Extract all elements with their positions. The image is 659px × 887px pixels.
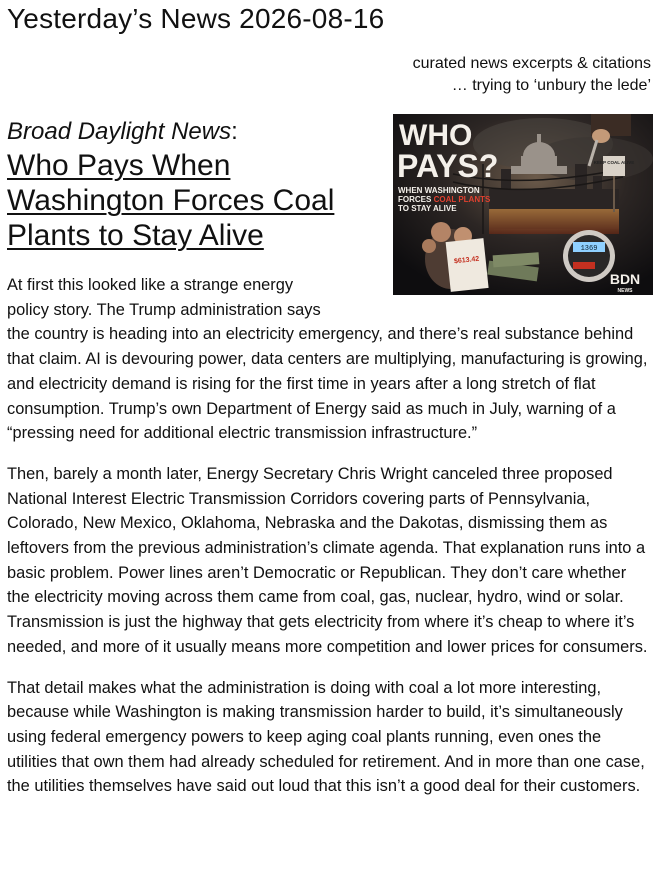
article-headline-link[interactable]: Who Pays When Washington Forces Coal Plants to Stay Alive: [7, 149, 335, 252]
article-paragraph-3: That detail makes what the administration is doing with coal a lot more interesting, because while Washington is making transmission harder to build, it’s simultaneously using federal emergency powers to keep aging coal plants running, even ones the utilities that own them had already scheduled for retirement. And in more than one case, the utilities themselves have said out loud that this isn’t a good deal for their customers.: [7, 678, 645, 796]
article-paragraph-1: At first this looked like a strange energy policy story. The Trump administration says the country is heading into an electricity emergency, and there’s real substance behind that claim. AI is devouring power, data centers are multiplying, manufacturing is growing, and electricity demand is rising for the first time in years after a long stretch of flat consumption. Trump’s own Department of Energy said as much in July, warning of a “pressing need for additional electric transmission infrastructure.”: [7, 276, 648, 443]
source-colon: :: [231, 118, 238, 145]
svg-text:BDN: BDN: [609, 271, 641, 287]
thumbnail-wrap-spacer: [335, 273, 653, 299]
tagline-line-1: curated news excerpts & citations: [412, 55, 651, 72]
svg-text:WHO: WHO: [399, 119, 473, 152]
svg-text:PAYS?: PAYS?: [397, 148, 499, 184]
svg-text:NEWS: NEWS: [617, 288, 633, 294]
svg-text:TO STAY ALIVE: TO STAY ALIVE: [398, 204, 457, 213]
page-title: Yesterday’s News 2026-08-16: [7, 3, 385, 34]
article-header: [7, 116, 382, 253]
article-thumbnail[interactable]: [393, 114, 653, 295]
svg-text:FORCES COAL PLANTS: FORCES COAL PLANTS: [398, 195, 491, 204]
article-body: [7, 273, 653, 815]
svg-text:KEEP COAL ALIVE: KEEP COAL ALIVE: [593, 160, 635, 165]
svg-text:1369: 1369: [580, 245, 598, 253]
source-name: Broad Daylight News: [7, 118, 232, 145]
article-paragraph-2: Then, barely a month later, Energy Secretary Chris Wright canceled three proposed National Interest Electric Transmission Corridors covering parts of Pennsylvania, Colorado, New Mexico, Oklahoma, Nebraska and the Dakotas, dismissing them as leftovers from the previous administration’s climate agenda. That explanation runs into a basic problem. Power lines aren’t Democratic or Republican. They don’t care whether the electricity moving across them came from coal, gas, nuclear, hydro, wind or solar. Transmission is just the highway that gets electricity from where it’s cheap to where it’s needed, and more of it usually means more competition and lower prices for consumers.: [7, 464, 648, 656]
site-tagline: [413, 53, 651, 97]
article-source: [7, 116, 382, 148]
tagline-line-2: … trying to ‘unbury the lede’: [451, 77, 651, 94]
svg-text:WHEN WASHINGTON: WHEN WASHINGTON: [398, 186, 480, 195]
svg-text:$613.42: $613.42: [453, 255, 480, 266]
